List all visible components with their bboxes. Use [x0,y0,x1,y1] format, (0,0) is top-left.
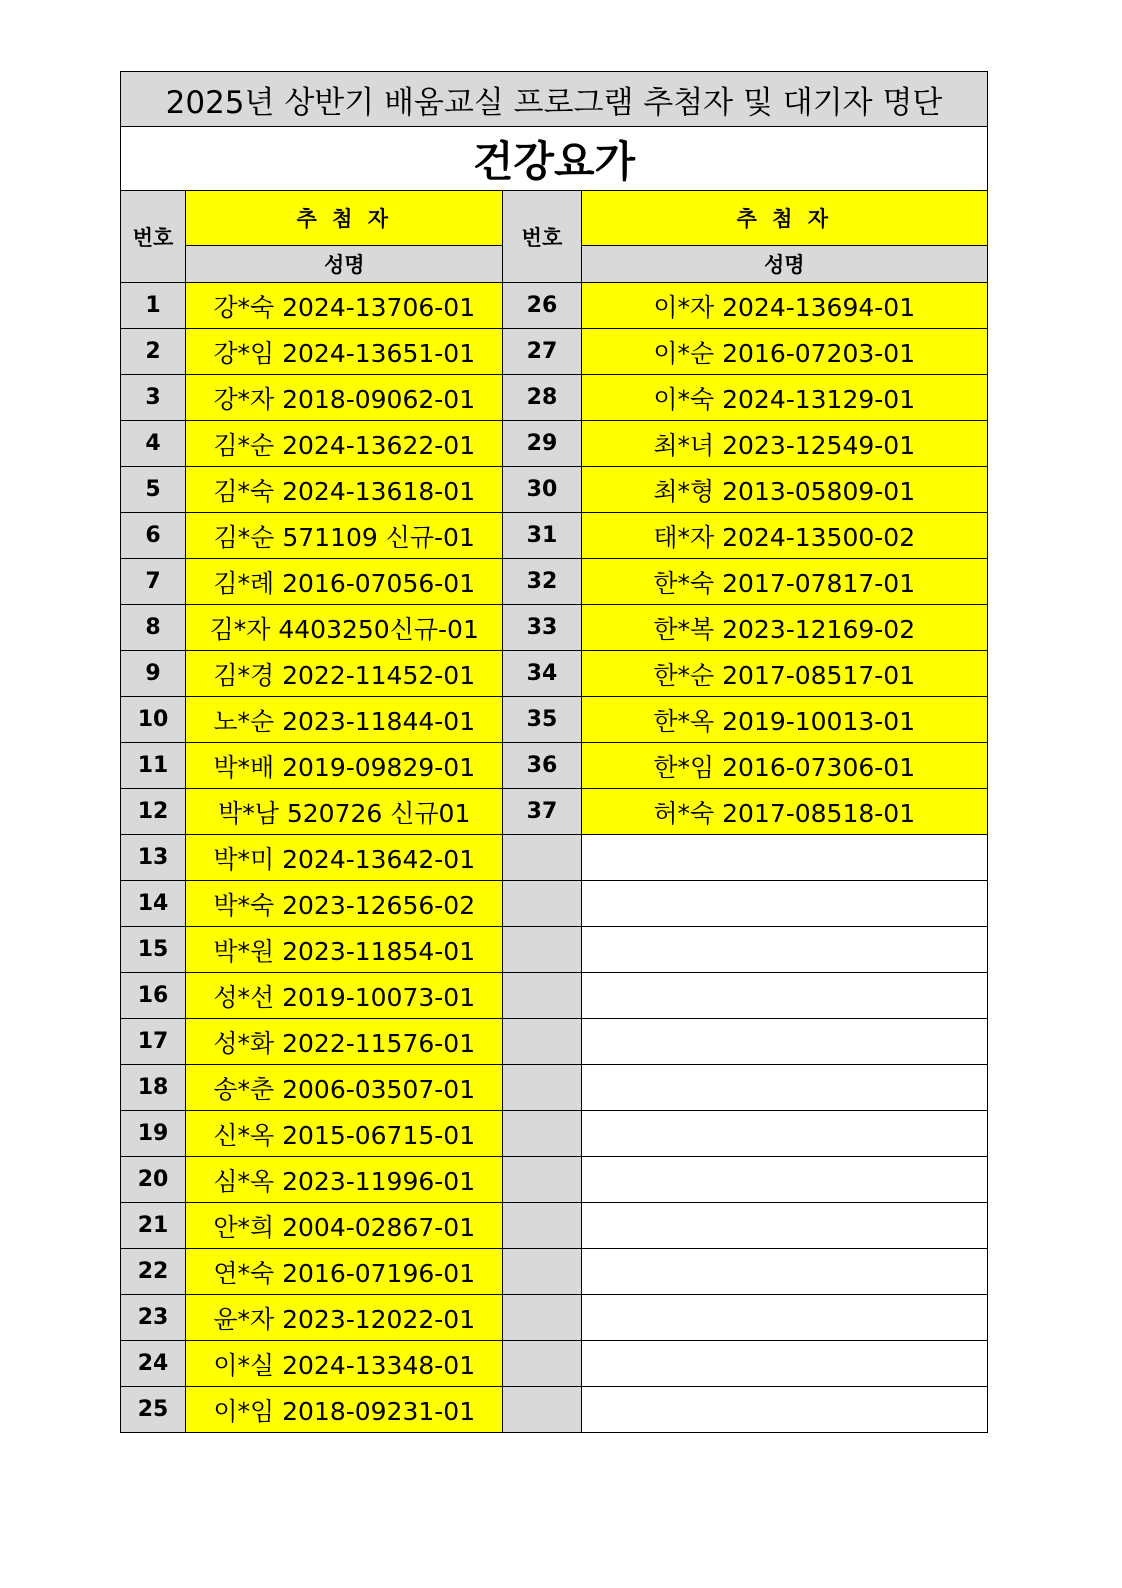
right-entry-number: 35 [503,697,581,743]
left-entry-name: 윤*자 2023-12022-01 [186,1295,503,1341]
left-entry-number: 24 [121,1341,186,1387]
left-entry-name: 김*순 2024-13622-01 [186,421,503,467]
right-entry-number: 33 [503,605,581,651]
left-entry-number: 3 [121,375,186,421]
table-row [121,1387,988,1433]
table-row [121,559,988,605]
left-entry-name: 송*춘 2006-03507-01 [186,1065,503,1111]
table-row [121,743,988,789]
left-entry-name: 박*남 520726 신규01 [186,789,503,835]
left-entry-name: 신*옥 2015-06715-01 [186,1111,503,1157]
table-row [121,697,988,743]
left-entry-name: 연*숙 2016-07196-01 [186,1249,503,1295]
table-row [121,1249,988,1295]
table-row [121,881,988,927]
table-row [121,1203,988,1249]
roster-sheet [120,71,988,1433]
right-entry-name: 한*복 2023-12169-02 [581,605,988,651]
left-entry-number: 18 [121,1065,186,1111]
table-row [121,1019,988,1065]
right-entry-number: 37 [503,789,581,835]
right-entry-number-empty [503,1387,581,1433]
left-entry-number: 5 [121,467,186,513]
right-entry-number: 30 [503,467,581,513]
left-entry-number: 10 [121,697,186,743]
left-entry-name: 김*경 2022-11452-01 [186,651,503,697]
right-entry-name-empty [581,1157,988,1203]
table-row [121,973,988,1019]
left-entry-name: 성*선 2019-10073-01 [186,973,503,1019]
right-entry-number: 32 [503,559,581,605]
right-entry-name-empty [581,927,988,973]
left-entry-number: 25 [121,1387,186,1433]
left-entry-name: 심*옥 2023-11996-01 [186,1157,503,1203]
right-entry-number-empty [503,1065,581,1111]
left-entry-number: 20 [121,1157,186,1203]
right-name-header: 성명 [581,246,988,283]
right-entry-number: 31 [503,513,581,559]
table-row [121,1065,988,1111]
right-entry-name: 이*숙 2024-13129-01 [581,375,988,421]
right-entry-number-empty [503,1341,581,1387]
left-entry-number: 19 [121,1111,186,1157]
table-row [121,329,988,375]
right-entry-number-empty [503,1295,581,1341]
left-entry-number: 2 [121,329,186,375]
right-entry-number: 34 [503,651,581,697]
left-entry-number: 22 [121,1249,186,1295]
table-row [121,651,988,697]
left-entry-number: 7 [121,559,186,605]
right-entry-name: 한*숙 2017-07817-01 [581,559,988,605]
program-name: 건강요가 [120,126,988,190]
left-entry-number: 16 [121,973,186,1019]
left-entry-name: 이*실 2024-13348-01 [186,1341,503,1387]
left-entry-number: 13 [121,835,186,881]
left-entry-number: 15 [121,927,186,973]
right-entry-name-empty [581,1249,988,1295]
right-entry-number: 27 [503,329,581,375]
right-entry-number: 26 [503,283,581,329]
left-entry-name: 김*례 2016-07056-01 [186,559,503,605]
left-entry-number: 11 [121,743,186,789]
right-entry-name-empty [581,1111,988,1157]
right-entry-name-empty [581,1203,988,1249]
left-entry-name: 강*숙 2024-13706-01 [186,283,503,329]
table-row [121,927,988,973]
left-entry-number: 6 [121,513,186,559]
right-entry-number-empty [503,1019,581,1065]
right-entry-name: 최*형 2013-05809-01 [581,467,988,513]
table-row [121,605,988,651]
right-entry-name: 태*자 2024-13500-02 [581,513,988,559]
right-entry-name-empty [581,1019,988,1065]
right-num-header: 번호 [503,191,581,283]
right-entry-number-empty [503,1111,581,1157]
right-entry-name-empty [581,1341,988,1387]
right-entry-name-empty [581,1065,988,1111]
left-entry-number: 17 [121,1019,186,1065]
table-row [121,1111,988,1157]
left-entry-name: 김*자 4403250신규-01 [186,605,503,651]
right-entry-number-empty [503,1249,581,1295]
left-entry-name: 김*순 571109 신규-01 [186,513,503,559]
right-group-header: 추 첨 자 [581,191,988,246]
left-entry-number: 9 [121,651,186,697]
left-entry-name: 박*숙 2023-12656-02 [186,881,503,927]
table-row [121,1157,988,1203]
right-entry-name: 한*임 2016-07306-01 [581,743,988,789]
left-entry-name: 강*자 2018-09062-01 [186,375,503,421]
document-title: 2025년 상반기 배움교실 프로그램 추첨자 및 대기자 명단 [120,71,988,126]
right-entry-name: 허*숙 2017-08518-01 [581,789,988,835]
right-entry-name-empty [581,1295,988,1341]
left-name-header: 성명 [186,246,503,283]
right-entry-name-empty [581,1387,988,1433]
left-entry-number: 14 [121,881,186,927]
right-entry-number-empty [503,927,581,973]
left-entry-name: 박*미 2024-13642-01 [186,835,503,881]
left-entry-number: 1 [121,283,186,329]
table-row [121,1295,988,1341]
table-row [121,375,988,421]
right-entry-number: 36 [503,743,581,789]
right-entry-number: 29 [503,421,581,467]
right-entry-number-empty [503,835,581,881]
table-row [121,1341,988,1387]
right-entry-name: 이*순 2016-07203-01 [581,329,988,375]
table-row [121,467,988,513]
table-row [121,513,988,559]
left-entry-number: 23 [121,1295,186,1341]
left-entry-name: 성*화 2022-11576-01 [186,1019,503,1065]
right-entry-number-empty [503,1157,581,1203]
right-entry-name: 최*녀 2023-12549-01 [581,421,988,467]
left-entry-number: 21 [121,1203,186,1249]
left-entry-name: 노*순 2023-11844-01 [186,697,503,743]
right-entry-number-empty [503,973,581,1019]
right-entry-number: 28 [503,375,581,421]
left-entry-name: 박*배 2019-09829-01 [186,743,503,789]
left-entry-name: 이*임 2018-09231-01 [186,1387,503,1433]
right-entry-number-empty [503,881,581,927]
right-entry-name-empty [581,973,988,1019]
left-entry-number: 4 [121,421,186,467]
right-entry-name: 한*옥 2019-10013-01 [581,697,988,743]
roster-table [120,190,988,1433]
right-entry-name-empty [581,881,988,927]
left-num-header: 번호 [121,191,186,283]
right-entry-name: 한*순 2017-08517-01 [581,651,988,697]
left-entry-name: 박*원 2023-11854-01 [186,927,503,973]
right-entry-name: 이*자 2024-13694-01 [581,283,988,329]
left-group-header: 추 첨 자 [186,191,503,246]
roster-rows [121,283,988,1433]
right-entry-name-empty [581,835,988,881]
table-row [121,283,988,329]
left-entry-name: 안*희 2004-02867-01 [186,1203,503,1249]
left-entry-name: 강*임 2024-13651-01 [186,329,503,375]
left-entry-name: 김*숙 2024-13618-01 [186,467,503,513]
left-entry-number: 8 [121,605,186,651]
table-row [121,421,988,467]
left-entry-number: 12 [121,789,186,835]
table-row [121,789,988,835]
right-entry-number-empty [503,1203,581,1249]
table-row [121,835,988,881]
